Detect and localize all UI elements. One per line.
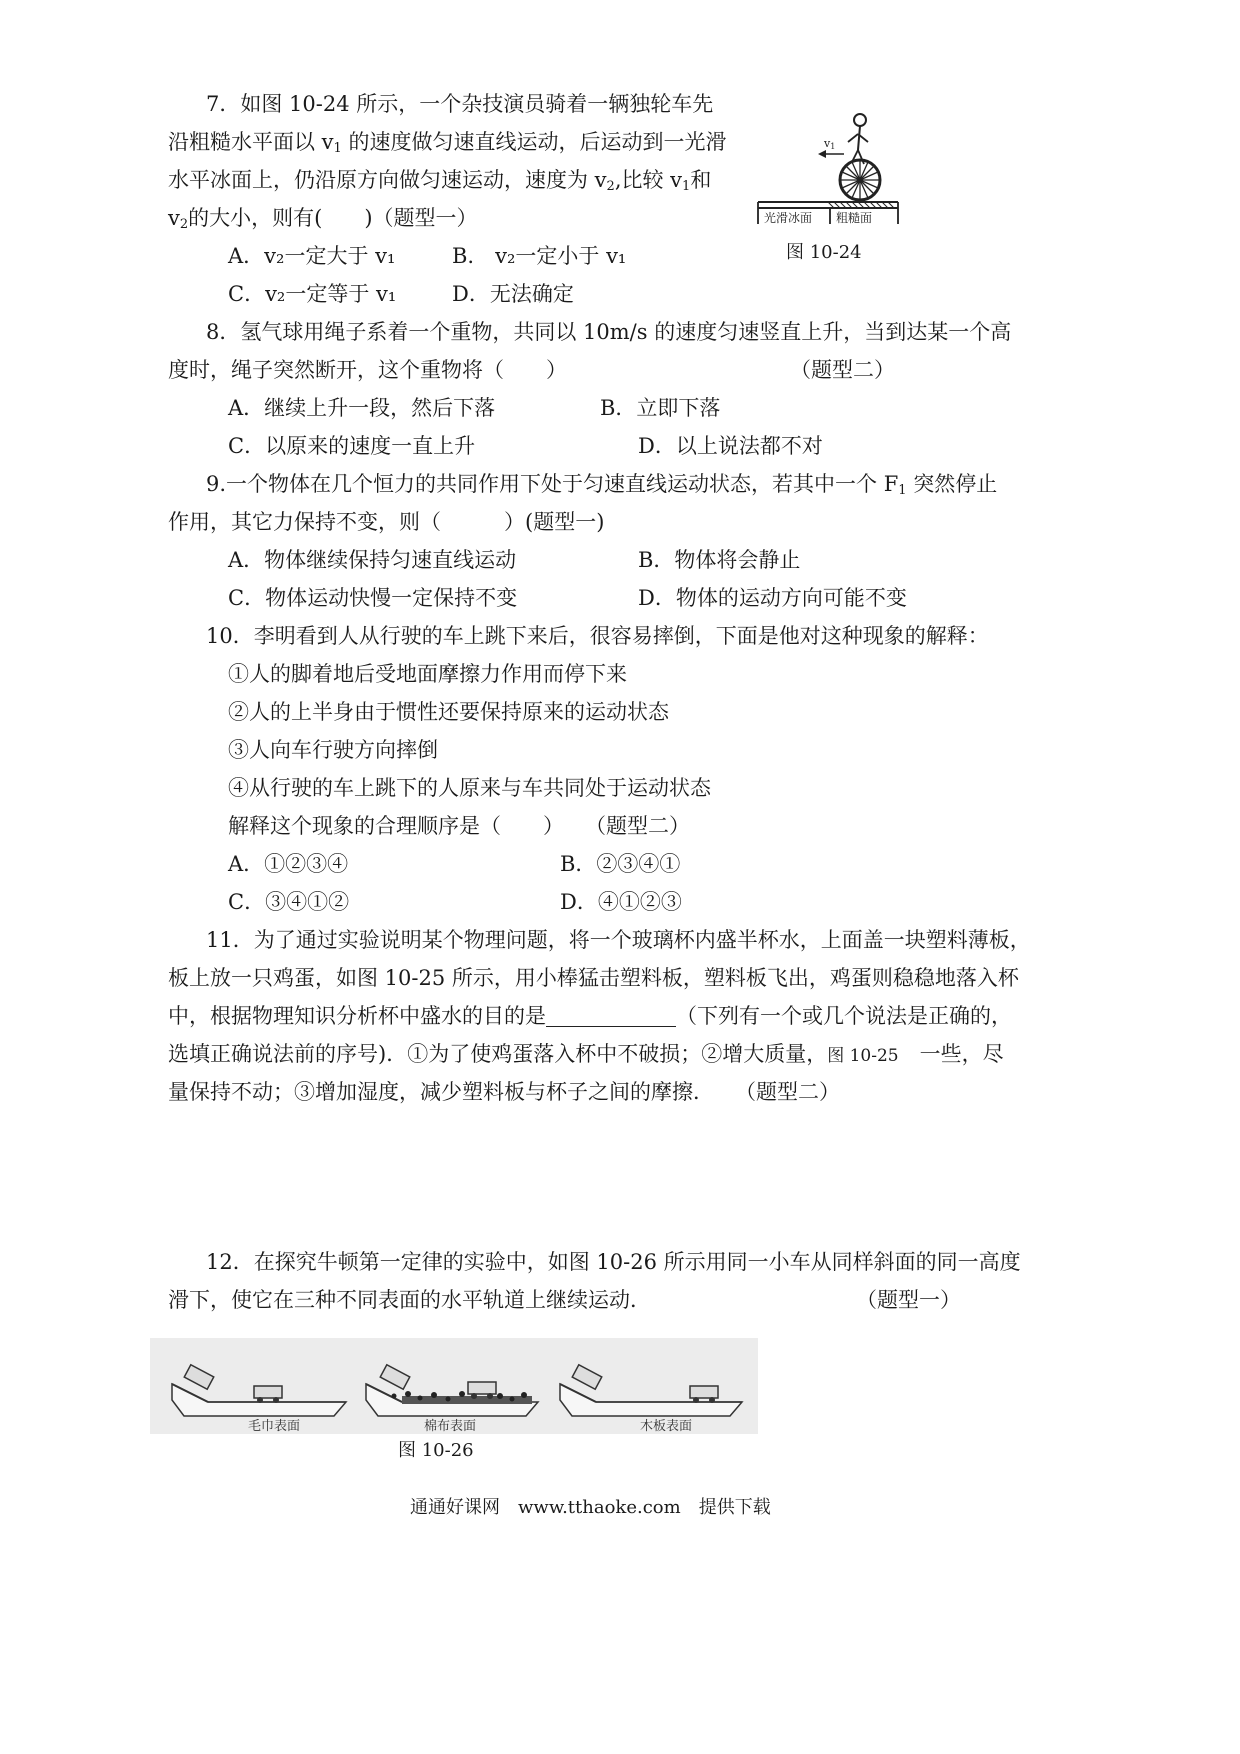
- q11-line-5: 量保持不动；③增加湿度，减少塑料板与杯子之间的摩擦． （题型二）: [168, 1080, 840, 1104]
- q10-option-a: A．①②③④: [228, 852, 349, 876]
- q8-line-1: 8．氢气球用绳子系着一个重物，共同以 10m/s 的速度匀速竖直上升，当到达某一个高: [206, 320, 1012, 344]
- q7-line-1: 7．如图 10-24 所示，一个杂技演员骑着一辆独轮车先: [206, 92, 714, 116]
- q10-option-c: C．③④①②: [228, 890, 350, 914]
- surface-label-wood: 木板表面: [640, 1419, 693, 1434]
- surface-label-cotton: 棉布表面: [424, 1419, 477, 1434]
- q10-statement-4: ④从行驶的车上跳下的人原来与车共同处于运动状态: [228, 776, 711, 800]
- q8-line-2: 度时，绳子突然断开，这个重物将（ ）: [168, 358, 567, 382]
- q11-line-4: 选填正确说法前的序号)．①为了使鸡蛋落入杯中不破损；②增大质量，图 10-25 一些，尽: [168, 1042, 1004, 1066]
- figure-10-26-caption: 图 10-26: [398, 1440, 474, 1461]
- q11-answer-blank[interactable]: [546, 1006, 676, 1027]
- figure-10-24-caption: 图 10-24: [786, 242, 862, 263]
- q12-line-2: 滑下，使它在三种不同表面的水平轨道上继续运动．: [168, 1288, 651, 1312]
- q9-option-b: B．物体将会静止: [638, 548, 801, 572]
- q8-option-a: A．继续上升一段，然后下落: [228, 396, 496, 420]
- q9-line-1: 9.一个物体在几个恒力的共同作用下处于匀速直线运动状态，若其中一个 $F_1$ 突然停止: [206, 472, 998, 498]
- figure-10-24-unicycle: [752, 100, 902, 235]
- q10-statement-1: ①人的脚着地后受地面摩擦力作用而停下来: [228, 662, 627, 686]
- figure-10-25-caption: 图 10-25: [827, 1046, 899, 1066]
- q11-line-2: 板上放一只鸡蛋，如图 10-25 所示，用小棒猛击塑料板，塑料板飞出，鸡蛋则稳稳地落入杯: [168, 966, 1019, 990]
- figure-surface-rough: 粗糙面: [836, 211, 873, 225]
- surface-label-towel: 毛巾表面: [248, 1419, 301, 1434]
- page-footer: 通通好课网 www.tthaoke.com 提供下载: [410, 1497, 771, 1518]
- q11-line-1: 11．为了通过实验说明某个物理问题，将一个玻璃杯内盛半杯水，上面盖一块塑料薄板，: [206, 928, 1031, 952]
- q12-line-1: 12．在探究牛顿第一定律的实验中，如图 10-26 所示用同一小车从同样斜面的同一高度: [206, 1250, 1021, 1274]
- q9-option-a: A．物体继续保持匀速直线运动: [228, 548, 517, 572]
- q7-line-3: 水平冰面上，仍沿原方向做匀速运动，速度为 $v_2$,比较 $v_1$和: [168, 168, 712, 194]
- q7-option-a: A．v₂一定大于 v₁: [228, 244, 396, 268]
- q10-ask: 解释这个现象的合理顺序是（ ） （题型二）: [228, 814, 690, 838]
- q10-line-1: 10．李明看到人从行驶的车上跳下来后，很容易摔倒，下面是他对这种现象的解释：: [206, 624, 989, 648]
- q10-statement-3: ③人向车行驶方向摔倒: [228, 738, 438, 762]
- q7-line-2: 沿粗糙水平面以 $v_1$ 的速度做匀速直线运动，后运动到一光滑: [168, 130, 727, 156]
- figure-v-label: v1: [824, 137, 836, 151]
- q9-option-c: C．物体运动快慢一定保持不变: [228, 586, 518, 610]
- q8-option-c: C．以原来的速度一直上升: [228, 434, 476, 458]
- q9-line-2: 作用，其它力保持不变，则（ ）(题型一): [168, 510, 605, 534]
- q11-line-3: 中，根据物理知识分析杯中盛水的目的是 （下列有一个或几个说法是正确的，: [168, 1004, 1012, 1028]
- q8-type-tag: （题型二）: [790, 358, 895, 382]
- q8-option-b: B．立即下落: [600, 396, 721, 420]
- q10-option-b: B．②③④①: [560, 852, 681, 876]
- q7-option-b: B. v₂一定小于 v₁: [452, 244, 627, 268]
- q8-option-d: D．以上说法都不对: [638, 434, 823, 458]
- q10-statement-2: ②人的上半身由于惯性还要保持原来的运动状态: [228, 700, 669, 724]
- q7-option-d: D．无法确定: [452, 282, 574, 306]
- figure-surface-smooth: 光滑冰面: [764, 211, 813, 225]
- figure-10-26-ramps: [150, 1338, 758, 1434]
- q7-line-4: $v_2$的大小，则有( )（题型一）: [168, 206, 478, 232]
- q7-option-c: C．v₂一定等于 v₁: [228, 282, 397, 306]
- q10-option-d: D．④①②③: [560, 890, 682, 914]
- q12-type-tag: （题型一）: [856, 1288, 961, 1312]
- q9-option-d: D．物体的运动方向可能不变: [638, 586, 907, 610]
